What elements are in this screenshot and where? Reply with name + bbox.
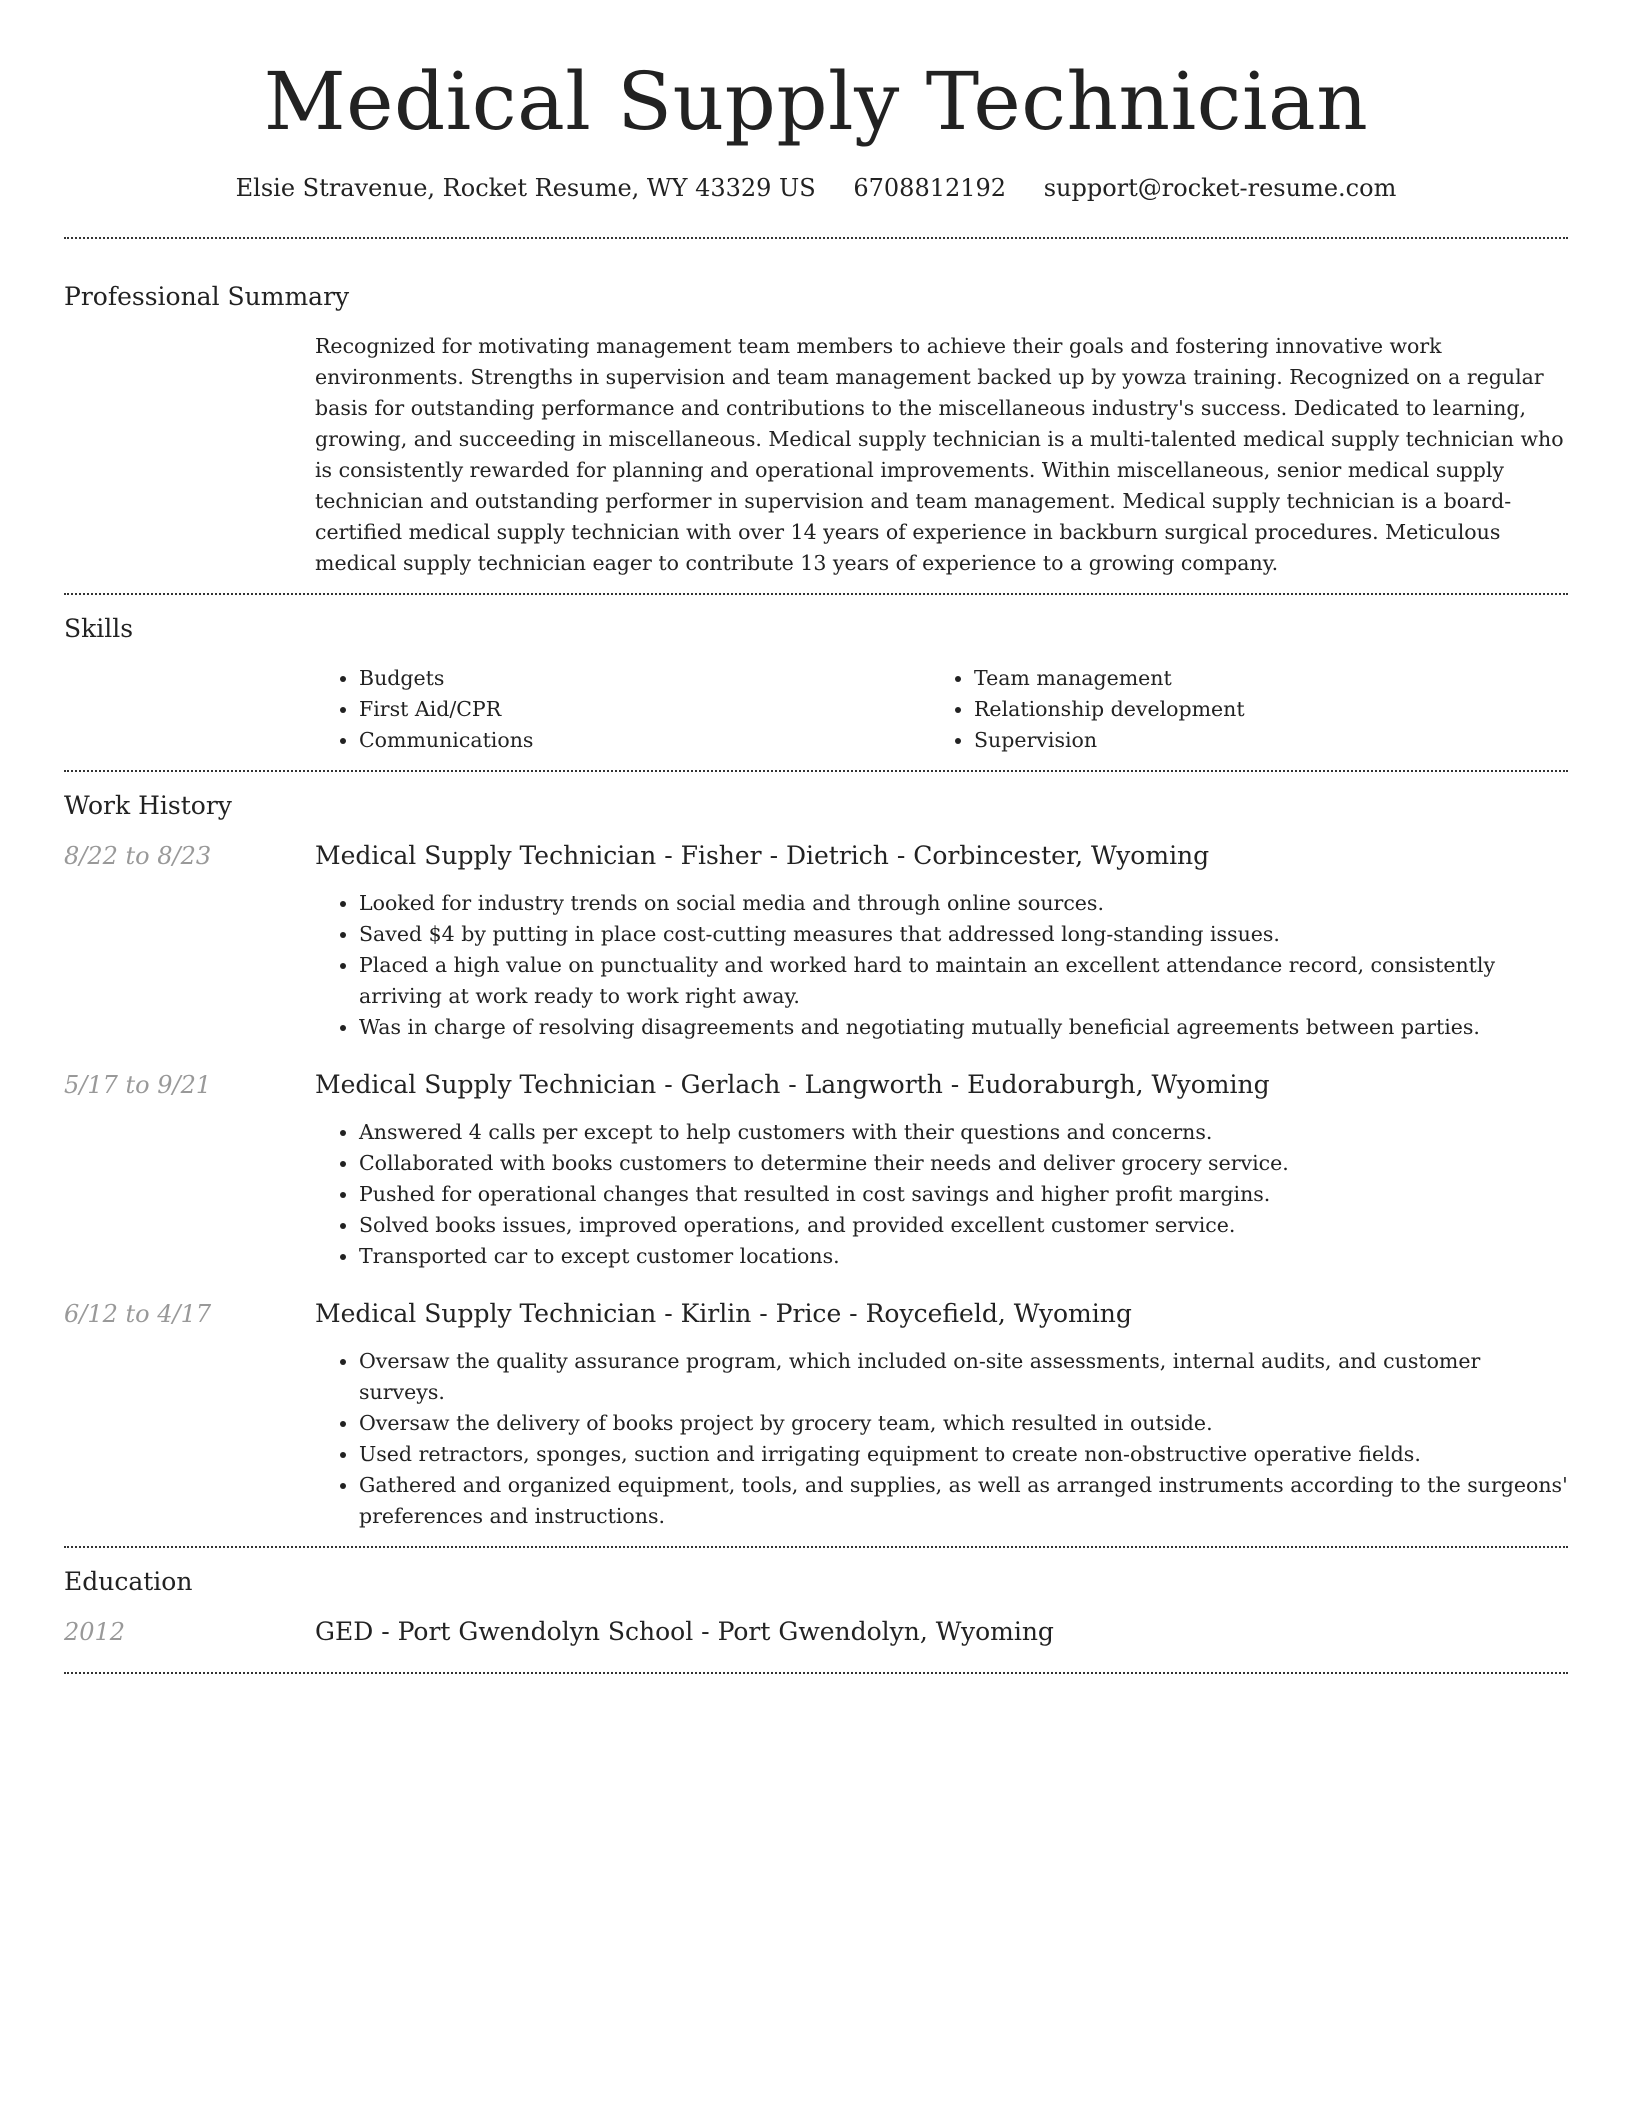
resume-name: Medical Supply Technician	[263, 55, 1369, 148]
job-bullet: • Placed a high value on punctuality and worked hard to maintain an excellent attendance record, consistently arriving at work ready to work right away.	[359, 950, 1568, 1012]
summary-content	[315, 331, 1568, 579]
skills-column-right	[930, 663, 1545, 756]
skill-item: • Relationship development	[974, 694, 1545, 725]
skill-item: • Team management	[974, 663, 1545, 694]
education-section	[64, 1548, 1568, 1672]
skill-item: • Budgets	[359, 663, 930, 694]
summary-text: Recognized for motivating management team members to achieve their goals and fostering innovative work environments. Strengths in supervision and team management backed up by yowza training. Recognized on a regular basis for outstanding performance and contributions to the miscellaneous industry's success. Dedicated to learning, growing, and succeeding in miscellaneous. Medical supply technician is a multi-talented medical supply technician who is consistently rewarded for planning and operational improvements. Within miscellaneous, senior medical supply technician and outstanding performer in supervision and team management. Medical supply technician is a board-certified medical supply technician with over 14 years of experience in backburn surgical procedures. Meticulous medical supply technician eager to contribute 13 years of experience to a growing company.	[315, 334, 1564, 575]
job-body	[315, 1298, 1568, 1532]
job-bullet: • Answered 4 calls per except to help customers with their questions and concerns.	[359, 1117, 1568, 1148]
skill-item: • Communications	[359, 725, 930, 756]
skill-item: • First Aid/CPR	[359, 694, 930, 725]
job-bullet: • Pushed for operational changes that resulted in cost savings and higher profit margins.	[359, 1179, 1568, 1210]
section-title-education: Education	[64, 1567, 193, 1596]
skill-item: • Supervision	[974, 725, 1545, 756]
job-entry	[64, 1298, 1568, 1532]
job-bullets	[315, 1117, 1568, 1272]
job-bullet: • Oversaw the quality assurance program, which included on-site assessments, internal audits, and customer surveys.	[359, 1346, 1568, 1408]
job-bullets	[315, 1346, 1568, 1532]
skills-column-left	[315, 663, 930, 756]
job-bullet: • Gathered and organized equipment, tools, and supplies, as well as arranged instruments according to the surgeons' preferences and instructions.	[359, 1470, 1568, 1532]
job-bullet: • Looked for industry trends on social media and through online sources.	[359, 888, 1568, 919]
contact-phone: 6708812192	[853, 174, 1007, 202]
section-title-summary: Professional Summary	[64, 282, 350, 311]
job-dates: 6/12 to 4/17	[64, 1300, 212, 1328]
job-title: Medical Supply Technician - Gerlach - Langworth - Eudoraburgh, Wyoming	[315, 1070, 1270, 1099]
job-body	[315, 1069, 1568, 1272]
job-body	[315, 840, 1568, 1043]
section-title-work: Work History	[64, 791, 232, 820]
job-bullets	[315, 888, 1568, 1043]
job-entry	[64, 1069, 1568, 1272]
work-section	[64, 772, 1568, 1546]
job-bullet: • Solved books issues, improved operations, and provided excellent customer service.	[359, 1210, 1568, 1241]
skills-list	[315, 663, 1568, 756]
job-bullet: • Transported car to except customer locations.	[359, 1241, 1568, 1272]
job-dates: 8/22 to 8/23	[64, 842, 212, 870]
contact-address: Elsie Stravenue, Rocket Resume, WY 43329 US	[235, 174, 816, 202]
contact-line	[64, 172, 1568, 204]
section-title-skills: Skills	[64, 614, 134, 643]
job-entry	[64, 840, 1568, 1043]
job-bullet: • Used retractors, sponges, suction and irrigating equipment to create non-obstructive operative fields.	[359, 1439, 1568, 1470]
job-dates: 5/17 to 9/21	[64, 1071, 212, 1099]
education-entry	[64, 1616, 1568, 1648]
education-title: GED - Port Gwendolyn School - Port Gwendolyn, Wyoming	[315, 1617, 1054, 1646]
job-bullet: • Oversaw the delivery of books project by grocery team, which resulted in outside.	[359, 1408, 1568, 1439]
job-bullet: • Saved $4 by putting in place cost-cutting measures that addressed long-standing issues.	[359, 919, 1568, 950]
job-title: Medical Supply Technician - Fisher - Dietrich - Corbincester, Wyoming	[315, 841, 1210, 870]
contact-email: support@rocket-resume.com	[1043, 174, 1397, 202]
job-bullet: • Was in charge of resolving disagreements and negotiating mutually beneficial agreements between parties.	[359, 1012, 1568, 1043]
job-bullet: • Collaborated with books customers to determine their needs and deliver grocery service.	[359, 1148, 1568, 1179]
skills-section	[64, 595, 1568, 770]
divider	[64, 1672, 1568, 1674]
job-title: Medical Supply Technician - Kirlin - Price - Roycefield, Wyoming	[315, 1299, 1132, 1328]
summary-section	[64, 239, 1568, 593]
education-dates: 2012	[64, 1618, 126, 1646]
